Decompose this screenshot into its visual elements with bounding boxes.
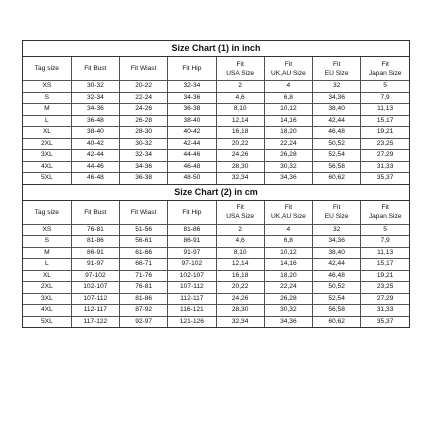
tag-size-cell: XL (23, 270, 71, 282)
table-cell: 4 (264, 224, 312, 236)
column-header: Fit UK,AU Size (264, 57, 312, 81)
table-cell: 112-117 (71, 305, 119, 317)
column-header: Fit Japan Size (361, 201, 409, 225)
table-cell: 36-38 (120, 173, 168, 184)
tag-size-cell: 4XL (23, 305, 71, 317)
table-cell: 60,62 (313, 173, 361, 184)
table-row (23, 247, 409, 259)
table-cell: 97-102 (71, 270, 119, 282)
table-cell: 86-91 (168, 236, 216, 248)
table-cell: 36-38 (168, 104, 216, 116)
table-cell: 86-91 (71, 247, 119, 259)
table-cell: 56-61 (120, 236, 168, 248)
table-row (23, 115, 409, 127)
table-cell: 8,10 (216, 104, 264, 116)
table-cell: 27,29 (361, 150, 409, 162)
table-row (23, 293, 409, 305)
tag-size-cell: L (23, 115, 71, 127)
tag-size-cell: XL (23, 127, 71, 139)
table-row (23, 138, 409, 150)
table-row (23, 104, 409, 116)
size-table (23, 57, 409, 184)
table-cell: 50,52 (313, 138, 361, 150)
column-header: Fit Bust (71, 201, 119, 225)
table-cell: 48-50 (168, 173, 216, 184)
table-cell: 11,13 (361, 247, 409, 259)
chart-title: Size Chart (2) in cm (23, 185, 409, 201)
table-cell: 24-26 (120, 104, 168, 116)
table-cell: 91-97 (71, 259, 119, 271)
header-row (23, 57, 409, 81)
tag-size-cell: 3XL (23, 293, 71, 305)
table-cell: 121-126 (168, 316, 216, 327)
tag-size-cell: 3XL (23, 150, 71, 162)
table-cell: 40-42 (71, 138, 119, 150)
table-cell: 42,44 (313, 259, 361, 271)
table-cell: 12,14 (216, 115, 264, 127)
column-header: Fit UK,AU Size (264, 201, 312, 225)
table-cell: 117-122 (71, 316, 119, 327)
table-cell: 51-56 (120, 224, 168, 236)
table-cell: 16,18 (216, 127, 264, 139)
table-row (23, 236, 409, 248)
column-header: Fit Hip (168, 57, 216, 81)
tag-size-cell: 4XL (23, 161, 71, 173)
table-cell: 42-44 (168, 138, 216, 150)
table-cell: 23,25 (361, 138, 409, 150)
table-cell: 7,9 (361, 92, 409, 104)
table-cell: 15,17 (361, 115, 409, 127)
table-cell: 34-36 (120, 161, 168, 173)
table-cell: 40-42 (168, 127, 216, 139)
table-cell: 2 (216, 224, 264, 236)
table-cell: 61-66 (120, 247, 168, 259)
table-row (23, 81, 409, 93)
table-cell: 81-86 (120, 293, 168, 305)
table-cell: 23,25 (361, 282, 409, 294)
table-cell: 22,24 (264, 138, 312, 150)
table-cell: 24,26 (216, 293, 264, 305)
table-cell: 18,20 (264, 127, 312, 139)
table-cell: 34,36 (264, 316, 312, 327)
table-cell: 32,34 (216, 316, 264, 327)
table-cell: 7,9 (361, 236, 409, 248)
table-cell: 92-97 (120, 316, 168, 327)
table-cell: 116-121 (168, 305, 216, 317)
table-cell: 60,62 (313, 316, 361, 327)
table-cell: 11,13 (361, 104, 409, 116)
table-row (23, 92, 409, 104)
table-row (23, 150, 409, 162)
table-cell: 12,14 (216, 259, 264, 271)
table-cell: 19,21 (361, 127, 409, 139)
table-cell: 56,58 (313, 161, 361, 173)
tag-size-cell: 5XL (23, 316, 71, 327)
table-cell: 28-30 (120, 127, 168, 139)
tag-size-cell: M (23, 247, 71, 259)
column-header: Fit EU Size (313, 201, 361, 225)
table-cell: 46,48 (313, 127, 361, 139)
column-header: Tag size (23, 57, 71, 81)
table-cell: 30-32 (71, 81, 119, 93)
table-row (23, 224, 409, 236)
table-cell: 46,48 (313, 270, 361, 282)
table-cell: 81-86 (168, 224, 216, 236)
table-cell: 16,18 (216, 270, 264, 282)
table-cell: 20,22 (216, 282, 264, 294)
table-cell: 26-28 (120, 115, 168, 127)
table-cell: 5 (361, 81, 409, 93)
table-cell: 107-112 (71, 293, 119, 305)
column-header: Fit EU Size (313, 57, 361, 81)
table-cell: 30,32 (264, 161, 312, 173)
header-row (23, 201, 409, 225)
table-cell: 56,58 (313, 305, 361, 317)
table-row (23, 161, 409, 173)
table-cell: 46-48 (71, 173, 119, 184)
tag-size-cell: XS (23, 224, 71, 236)
tag-size-cell: XS (23, 81, 71, 93)
table-cell: 14,16 (264, 259, 312, 271)
table-cell: 30,32 (264, 305, 312, 317)
table-cell: 6,8 (264, 92, 312, 104)
table-cell: 15,17 (361, 259, 409, 271)
table-cell: 102-107 (71, 282, 119, 294)
table-cell: 34,36 (264, 173, 312, 184)
table-row (23, 305, 409, 317)
size-table (23, 201, 409, 328)
table-cell: 34-36 (71, 104, 119, 116)
table-cell: 4 (264, 81, 312, 93)
table-cell: 8,10 (216, 247, 264, 259)
table-cell: 102-107 (168, 270, 216, 282)
table-cell: 34,36 (313, 92, 361, 104)
column-header: Fit Bust (71, 57, 119, 81)
table-cell: 76-81 (71, 224, 119, 236)
table-row (23, 282, 409, 294)
table-cell: 4,6 (216, 92, 264, 104)
table-cell: 18,20 (264, 270, 312, 282)
table-cell: 20,22 (216, 138, 264, 150)
table-cell: 28,30 (216, 305, 264, 317)
table-cell: 22,24 (264, 282, 312, 294)
table-cell: 10,12 (264, 104, 312, 116)
table-cell: 24,26 (216, 150, 264, 162)
tag-size-cell: S (23, 92, 71, 104)
tag-size-cell: L (23, 259, 71, 271)
table-cell: 44-46 (168, 150, 216, 162)
table-cell: 42,44 (313, 115, 361, 127)
table-cell: 87-92 (120, 305, 168, 317)
table-cell: 34-36 (168, 92, 216, 104)
table-row (23, 259, 409, 271)
table-cell: 46-48 (168, 161, 216, 173)
size-chart-inch (23, 41, 409, 184)
table-row (23, 127, 409, 139)
column-header: Fit Wiast (120, 57, 168, 81)
chart-title: Size Chart (1) in inch (23, 41, 409, 57)
table-cell: 4,6 (216, 236, 264, 248)
column-header: Tag size (23, 201, 71, 225)
table-cell: 5 (361, 224, 409, 236)
column-header: Fit Hip (168, 201, 216, 225)
table-cell: 20-22 (120, 81, 168, 93)
table-cell: 6,8 (264, 236, 312, 248)
tag-size-cell: M (23, 104, 71, 116)
table-cell: 10,12 (264, 247, 312, 259)
table-cell: 97-102 (168, 259, 216, 271)
column-header: Fit Wiast (120, 201, 168, 225)
table-cell: 38,40 (313, 247, 361, 259)
table-cell: 107-112 (168, 282, 216, 294)
table-cell: 35,37 (361, 316, 409, 327)
tag-size-cell: 5XL (23, 173, 71, 184)
table-cell: 31,33 (361, 305, 409, 317)
table-cell: 71-76 (120, 270, 168, 282)
table-cell: 112-117 (168, 293, 216, 305)
table-cell: 38,40 (313, 104, 361, 116)
table-cell: 32-34 (168, 81, 216, 93)
table-cell: 14,16 (264, 115, 312, 127)
table-cell: 26,28 (264, 293, 312, 305)
column-header: Fit USA Size (216, 57, 264, 81)
table-cell: 28,30 (216, 161, 264, 173)
table-cell: 42-44 (71, 150, 119, 162)
table-cell: 36-48 (71, 115, 119, 127)
table-cell: 26,28 (264, 150, 312, 162)
table-cell: 38-40 (168, 115, 216, 127)
table-cell: 19,21 (361, 270, 409, 282)
tag-size-cell: 2XL (23, 138, 71, 150)
table-cell: 22-24 (120, 92, 168, 104)
table-cell: 34,36 (313, 236, 361, 248)
table-cell: 30-32 (120, 138, 168, 150)
table-cell: 50,52 (313, 282, 361, 294)
table-cell: 38-40 (71, 127, 119, 139)
table-row (23, 270, 409, 282)
table-cell: 32-34 (71, 92, 119, 104)
table-cell: 27,29 (361, 293, 409, 305)
table-cell: 2 (216, 81, 264, 93)
table-cell: 35,37 (361, 173, 409, 184)
table-cell: 32,34 (216, 173, 264, 184)
table-row (23, 316, 409, 327)
tag-size-cell: 2XL (23, 282, 71, 294)
size-chart-sheet (22, 40, 410, 328)
table-row (23, 173, 409, 184)
table-cell: 66-71 (120, 259, 168, 271)
size-chart-cm (23, 184, 409, 328)
table-cell: 52,54 (313, 150, 361, 162)
column-header: Fit USA Size (216, 201, 264, 225)
table-cell: 81-86 (71, 236, 119, 248)
table-cell: 44-46 (71, 161, 119, 173)
column-header: Fit Japan Size (361, 57, 409, 81)
table-cell: 32 (313, 224, 361, 236)
table-cell: 52,54 (313, 293, 361, 305)
table-cell: 32-34 (120, 150, 168, 162)
table-cell: 91-97 (168, 247, 216, 259)
tag-size-cell: S (23, 236, 71, 248)
table-cell: 76-81 (120, 282, 168, 294)
table-cell: 31,33 (361, 161, 409, 173)
table-cell: 32 (313, 81, 361, 93)
